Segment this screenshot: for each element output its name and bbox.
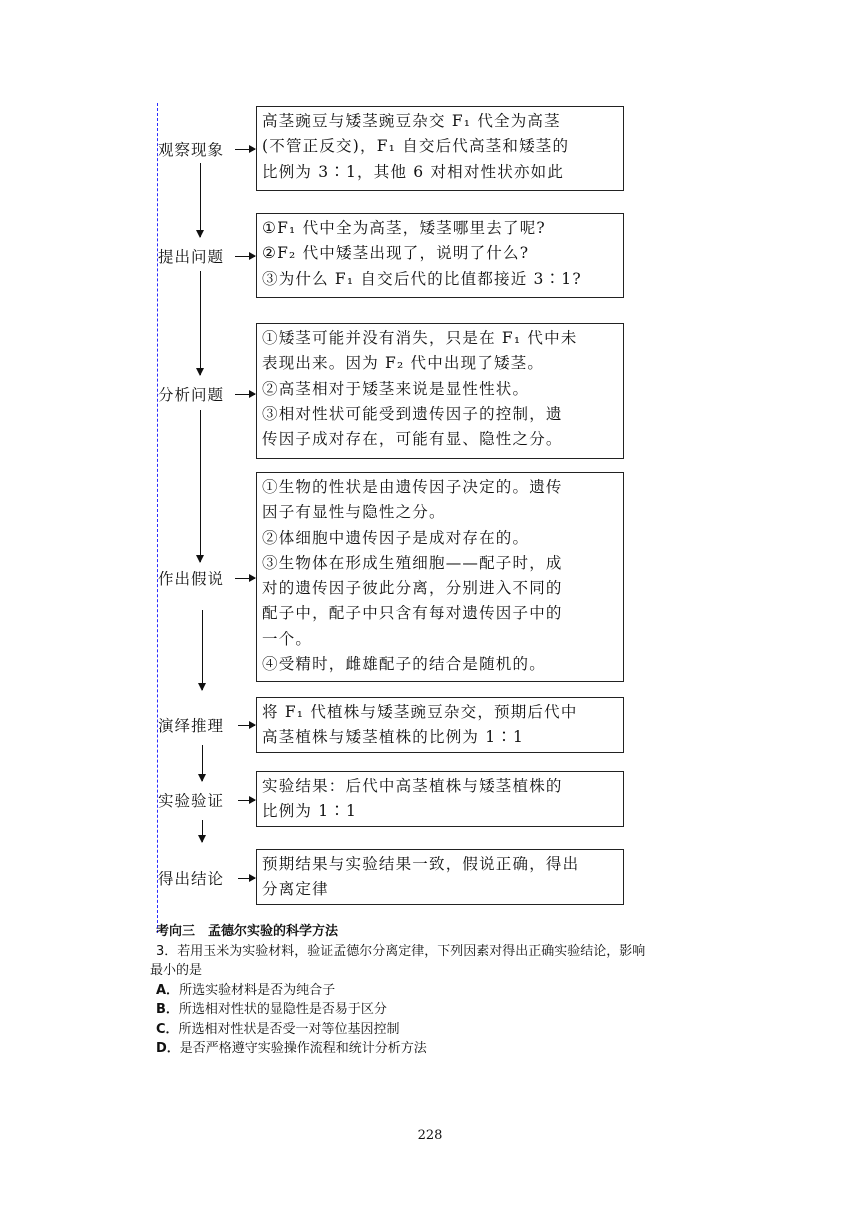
box-line: 一个。 [262, 629, 313, 648]
box-line: ①生物的性状是由遗传因子决定的。遗传 [262, 478, 563, 496]
arrow-right-icon [238, 878, 255, 879]
box-line: 对的遗传因子彼此分离，分别进入不同的 [262, 579, 563, 598]
arrow-right-icon [235, 256, 255, 257]
box-line: ④受精时，雌雄配子的结合是随机的。 [262, 655, 546, 674]
option-letter: C． [156, 1021, 179, 1037]
box-line: ①矮茎可能并没有消失，只是在 F₁ 代中未 [262, 329, 578, 347]
arrow-down-icon [202, 610, 203, 690]
box-verification [256, 771, 624, 827]
option-text: 所选相对性状的显隐性是否易于区分 [178, 1002, 387, 1017]
box-line: (不管正反交)，F₁ 自交后代高茎和矮茎的 [262, 137, 570, 156]
box-line: 预期结果与实验结果一致，假说正确，得出 [262, 855, 580, 873]
question-line: 3．若用玉米为实验材料，验证孟德尔分离定律，下列因素对得出正确实验结论，影响 [156, 943, 646, 959]
arrow-right-icon [235, 578, 255, 579]
page-number: 228 [417, 1128, 443, 1143]
step-label-analyze: 分析问题 [158, 386, 225, 404]
box-observe [256, 106, 624, 191]
option-letter: B． [156, 1002, 179, 1017]
option-text: 所选相对性状是否受一对等位基因控制 [178, 1021, 400, 1037]
box-line: 实验结果：后代中高茎植株与矮茎植株的 [262, 777, 563, 795]
option-text: 是否严格遵守实验操作流程和统计分析方法 [179, 1041, 427, 1056]
box-line: 配子中，配子中只含有每对遗传因子中的 [262, 604, 563, 623]
question-line: 最小的是 [150, 963, 203, 978]
arrow-down-icon [202, 745, 203, 781]
box-line: ③相对性状可能受到遗传因子的控制，遗 [262, 404, 563, 423]
box-line: 高茎豌豆与矮茎豌豆杂交 F₁ 代全为高茎 [262, 112, 561, 130]
box-conclusion [256, 849, 624, 905]
arrow-right-icon [235, 149, 255, 150]
option-a [150, 981, 750, 1001]
box-line: 传因子成对存在，可能有显、隐性之分。 [262, 430, 563, 449]
option-text: 所选实验材料是否为纯合子 [179, 982, 336, 998]
step-label-deduction: 演绎推理 [158, 717, 225, 735]
box-line: 比例为 1∶1 [262, 802, 358, 821]
box-line: ②F₂ 代中矮茎出现了，说明了什么? [262, 244, 530, 263]
arrow-right-icon [238, 725, 255, 726]
question-section [150, 922, 750, 1059]
box-hypothesis [256, 472, 624, 682]
option-d [150, 1039, 750, 1059]
box-line: 将 F₁ 代植株与矮茎豌豆杂交，预期后代中 [262, 703, 578, 721]
step-label-observe: 观察现象 [158, 141, 225, 159]
box-line: ②体细胞中遗传因子是成对存在的。 [262, 528, 530, 547]
arrow-down-icon [202, 820, 203, 842]
option-c [150, 1020, 750, 1040]
arrow-right-icon [238, 800, 255, 801]
arrow-down-icon [200, 163, 201, 237]
step-label-hypothesis: 作出假说 [158, 570, 225, 588]
arrow-down-icon [200, 410, 201, 562]
box-line: 分离定律 [262, 880, 329, 899]
step-label-verification: 实验验证 [158, 792, 225, 810]
box-line: 比例为 3∶1，其他 6 对相对性状亦如此 [262, 162, 565, 181]
arrow-down-icon [200, 271, 201, 375]
option-b [150, 1000, 750, 1020]
box-line: 表现出来。因为 F₂ 代中出现了矮茎。 [262, 354, 545, 373]
box-line: 高茎植株与矮茎植株的比例为 1∶1 [262, 728, 525, 747]
box-line: ①F₁ 代中全为高茎，矮茎哪里去了呢? [262, 219, 546, 237]
box-line: ③生物体在形成生殖细胞——配子时，成 [262, 553, 563, 572]
box-line: ②高茎相对于矮茎来说是显性性状。 [262, 379, 530, 398]
box-question [256, 213, 624, 298]
step-label-conclusion: 得出结论 [158, 870, 225, 888]
section-heading: 考向三 孟德尔实验的科学方法 [156, 924, 339, 939]
box-line: 因子有显性与隐性之分。 [262, 503, 446, 522]
option-letter: A． [156, 982, 180, 998]
box-analyze [256, 323, 624, 459]
arrow-right-icon [235, 394, 255, 395]
option-letter: D． [156, 1041, 180, 1056]
box-line: ③为什么 F₁ 自交后代的比值都接近 3∶1? [262, 269, 582, 288]
box-deduction [256, 697, 624, 753]
step-label-question: 提出问题 [158, 248, 225, 266]
